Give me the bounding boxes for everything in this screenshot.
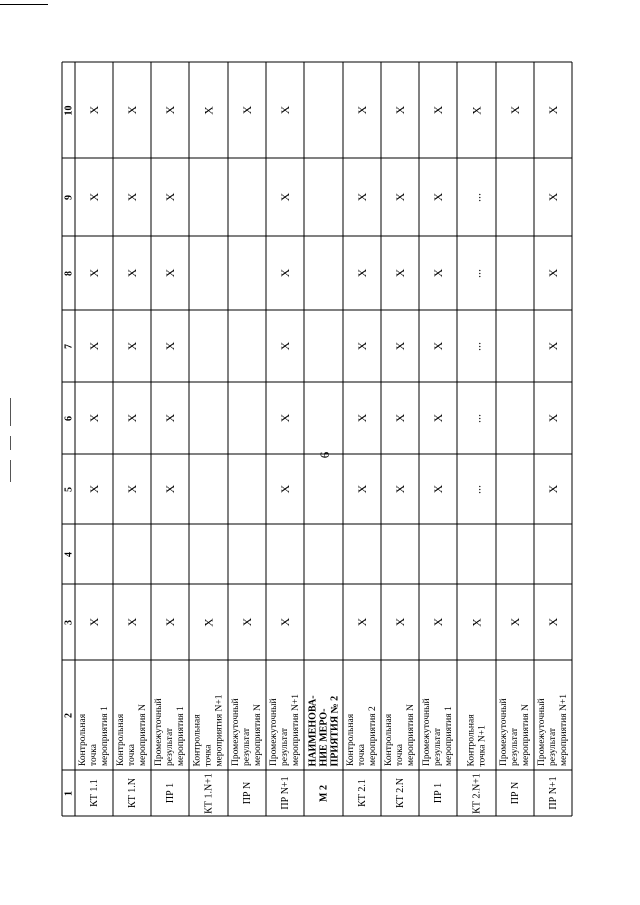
cell-mark: X [354, 484, 369, 494]
row-code: ПР 1 [164, 782, 176, 804]
column-number: 2 [63, 712, 74, 718]
cell-mark: X [545, 341, 560, 351]
cell-mark: ... [469, 192, 483, 202]
cell-mark: X [392, 341, 407, 351]
cell-mark: X [86, 484, 101, 494]
row-code: КТ 1.1 [88, 779, 100, 807]
row-description: Контрольная точка N+1 [465, 713, 487, 766]
cell-mark: X [162, 341, 177, 351]
cell-mark: X [124, 341, 139, 351]
cell-mark: X [201, 617, 215, 627]
column-number: 4 [63, 551, 74, 557]
row-code: ПР 1 [432, 782, 444, 804]
cell-mark: X [392, 192, 407, 202]
cell-mark: X [201, 105, 215, 115]
row-code: КТ 2.N [394, 778, 406, 808]
row-code: ПР N [509, 781, 521, 805]
row-description: Промежуточный результат мероприятия N [230, 698, 263, 766]
cell-mark: X [545, 617, 560, 627]
row-description: Промежуточный результат мероприятия N+1 [268, 694, 301, 766]
cell-mark: X [86, 413, 101, 423]
cell-mark: X [430, 413, 445, 423]
column-number: 7 [63, 343, 74, 349]
cell-mark: X [239, 105, 254, 115]
cell-mark: X [124, 413, 139, 423]
row-description: Контрольная точка мероприятия N [383, 704, 416, 766]
cell-mark: X [507, 617, 522, 627]
cell-mark: X [277, 341, 292, 351]
cell-mark: X [124, 192, 139, 202]
cell-mark: X [86, 192, 101, 202]
cell-mark: X [162, 413, 177, 423]
column-number: 9 [63, 194, 74, 200]
cell-mark: X [124, 617, 139, 627]
row-code: ПР N+1 [547, 776, 559, 810]
cell-mark: X [545, 413, 560, 423]
cell-mark: X [354, 268, 369, 278]
cell-mark: X [277, 413, 292, 423]
cell-mark: X [545, 268, 560, 278]
row-description: Контрольная точка мероприятия 1 [77, 706, 110, 766]
cell-mark: X [162, 268, 177, 278]
cell-mark: X [430, 105, 445, 115]
row-code: КТ 1.N+1 [203, 772, 214, 814]
cell-mark: X [124, 105, 139, 115]
cell-mark: X [124, 484, 139, 494]
row-description: Контрольная точка мероприятия N+1 [192, 694, 224, 766]
page-number: 6 [317, 451, 332, 459]
cell-mark: X [354, 341, 369, 351]
cell-mark: X [545, 192, 560, 202]
cell-mark: X [86, 341, 101, 351]
cell-mark: X [430, 192, 445, 202]
cell-mark: X [162, 105, 177, 115]
cell-mark: X [392, 484, 407, 494]
cell-mark: X [124, 268, 139, 278]
cell-mark: X [277, 484, 292, 494]
cell-mark: ... [469, 341, 483, 351]
cell-mark: X [469, 105, 483, 115]
cell-mark: X [430, 341, 445, 351]
cell-mark: X [392, 268, 407, 278]
cell-mark: ... [469, 484, 483, 494]
cell-mark: X [392, 413, 407, 423]
row-description: Контрольная точка мероприятия 2 [345, 706, 378, 766]
row-description: Промежуточный результат мероприятия N+1 [536, 694, 569, 766]
cell-mark: X [545, 105, 560, 115]
column-number: 6 [63, 415, 74, 421]
column-number: 8 [63, 270, 74, 276]
cell-mark: X [86, 105, 101, 115]
cell-mark: X [86, 617, 101, 627]
row-code: ПР N+1 [279, 776, 291, 810]
row-description: НАИМЕНОВА- НИЕ МЕРО- ПРИЯТИЯ № 2 [307, 694, 340, 766]
cell-mark: X [430, 484, 445, 494]
cell-mark: X [162, 617, 177, 627]
row-code: М 2 [318, 784, 329, 802]
row-description: Промежуточный результат мероприятия 1 [153, 698, 186, 766]
cell-mark: X [430, 268, 445, 278]
cell-mark: X [430, 617, 445, 627]
cell-mark: X [354, 192, 369, 202]
column-number: 10 [63, 105, 74, 115]
cell-mark: X [277, 192, 292, 202]
cell-mark: X [392, 617, 407, 627]
cell-mark: X [277, 268, 292, 278]
row-code: КТ 2.1 [356, 779, 368, 807]
cell-mark: X [162, 192, 177, 202]
cell-mark: X [277, 105, 292, 115]
cell-mark: X [354, 617, 369, 627]
cell-mark: X [469, 617, 483, 627]
cell-mark: X [354, 413, 369, 423]
row-description: Контрольная точка мероприятия N [115, 704, 148, 766]
cell-mark: ... [469, 413, 483, 423]
column-number: 5 [63, 486, 74, 492]
cell-mark: X [162, 484, 177, 494]
column-number: 1 [63, 790, 74, 796]
cell-mark: X [392, 105, 407, 115]
cell-mark: X [354, 105, 369, 115]
row-code: КТ 2.N+1 [471, 772, 482, 814]
cell-mark: X [277, 617, 292, 627]
cell-mark: ... [469, 268, 483, 278]
cell-mark: X [86, 268, 101, 278]
cell-mark: X [545, 484, 560, 494]
cell-mark: X [507, 105, 522, 115]
cell-mark: X [239, 617, 254, 627]
row-code: КТ 1.N [126, 778, 138, 808]
row-description: Промежуточный результат мероприятия N [498, 698, 531, 766]
row-code: ПР N [241, 781, 253, 805]
row-description: Промежуточный результат мероприятия 1 [421, 698, 454, 766]
column-number: 3 [63, 619, 74, 625]
